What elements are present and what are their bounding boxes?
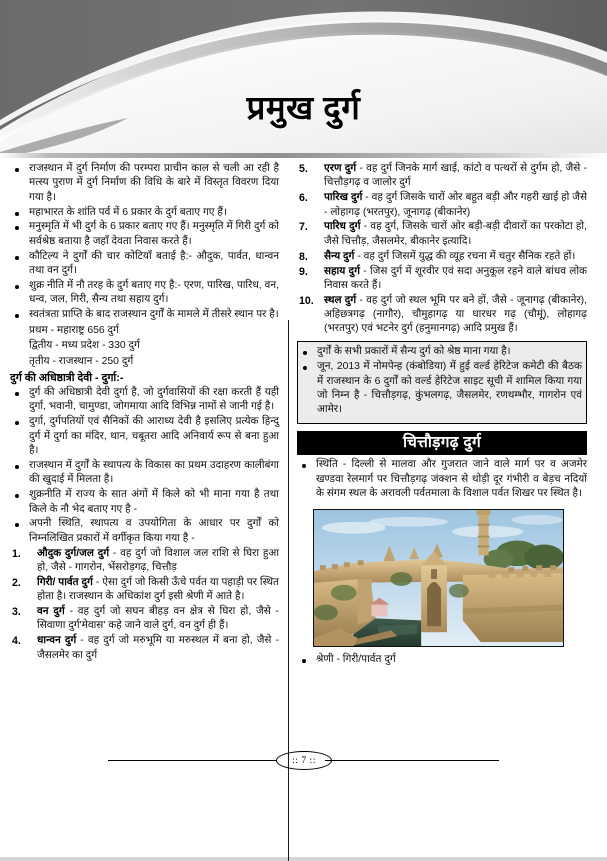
devi-section-heading: दुर्ग की अधिष्ठात्री देवी - दुर्गा:- [10,372,124,385]
fort-type-list-right [297,162,587,337]
list-item: राजस्थान में दुर्ग निर्माण की परम्परा प्राचीन काल से चली आ रही है मत्स्य पुराण में दुर्ग निर्माण की विधि के बारे में विस्तृत विवरण दिया गया है। [10,162,279,205]
item-number: 7. [299,221,308,234]
fort-photo-illustration [314,510,563,646]
item-desc: - वह दुर्ग, जिसके चारों ओर बड़ी-बड़ी दीवारों का परकोटा हो, जैसे चित्तौड़, जैसलमेर, बीकानेर इत्यादि। [324,221,587,247]
right-column [287,162,587,667]
list-item: दुर्गा, दुर्गपतियों एवं सैनिकों की आराध्य देवी है इसलिए प्रत्येक हिन्दु दुर्ग में दुर्गा का मंदिर, थान, चबूतरा आदि अनिवार्य रूप से बना हुआ है। [10,415,279,458]
item-number: 4. [12,635,21,648]
fort-type-item [297,162,587,191]
header-bottom-rule [0,153,607,158]
fort-type-item [297,294,587,337]
fort-type-item [297,191,587,220]
item-number: 6. [299,192,308,205]
fort-type-item [10,576,279,605]
item-number: 9. [299,265,308,278]
page-number: :: 7 :: [276,751,332,770]
devi-bullet-list [10,386,279,546]
fort-type-item [297,220,587,249]
fort-rank-lines [10,323,279,369]
highlighted-note-box [297,341,587,424]
fort-type-item [10,634,279,663]
item-term: औदुक दुर्ग/जल दुर्ग [37,547,110,559]
chittorgarh-sthiti-list [297,458,587,501]
item-desc: - वह दुर्ग जो विशाल जल राशि से घिरा हुआ हो, जैसे - गागरोन, भेंसरोड़गढ़, चित्तौड़ [37,547,280,573]
item-term: स्थल दुर्ग [324,294,357,306]
wave-swoosh-graphic [0,0,607,158]
item-desc: - वह दुर्ग जिसमें युद्ध की व्यूह रचना में चतुर सैनिक रहते हों। [354,250,576,262]
list-item: स्वतंत्रता प्राप्ति के बाद राजस्थान दुर्गों के मामले में तीसरे स्थान पर है। [10,308,279,322]
page-content [0,158,607,667]
item-number: 2. [12,576,21,589]
list-item: जून, 2013 में नोमपेन्ह (कंबोडिया) में हुई वर्ल्ड हेरिटेज कमेटी की बैठक में राजस्थान के 6 दुर्गों को वर्ल्ड हेरिटेज साइट सूची में शामिल किया गया जो निम्न है - चित्तौड़गढ़, कुंभलगढ़, जैसलमेर, रणथम्भौर, गागरोन एवं आमेर। [298,360,582,417]
fort-type-item [297,250,587,264]
left-column [10,162,287,663]
column-divider [288,320,289,861]
list-item: अपनी स्थिति, स्थापत्य व उपयोगिता के आधार पर दुर्गों को निम्नलिखित प्रकारों में वर्गीकृत किया गया है - [10,517,279,546]
item-desc: - वह दुर्ग जिनके मार्ग खाई, कांटो व पत्थरों से दुर्गम हो, जैसे - चित्तौड़गढ़ व जालोर दुर्ग [324,163,587,189]
list-item: दुर्ग की अधिष्ठात्री देवी दुर्गा है, जो दुर्गवासियों की रक्षा करती हैं यही दुर्गा, भवानी, चामुण्डा, जोगमाया आदि विभिन्न नामों से जानी गई है। [10,386,279,415]
page-bottom-strip [0,857,607,861]
section-bar-chittorgarh: चित्तौड़गढ़ दुर्ग [297,431,587,456]
item-term: एरण दुर्ग [324,163,357,174]
fort-type-item [10,547,279,576]
item-number: 8. [299,250,308,263]
item-desc: - वह दुर्ग जो मरुभूमि या मरुस्थल में बना हो, जैसे - जैसलमेर का दुर्ग [37,635,279,661]
item-term: वन दुर्ग [37,606,65,618]
chittorgarh-shreni-list [297,653,587,667]
footer-rule-left [108,760,284,761]
item-number: 3. [12,606,21,619]
item-desc: - वह दुर्ग जो स्थल भूमि पर बने हों, जैसे - जूनागढ़ (बीकानेर), अहिछत्रगढ़ (नागौर), चौमुहागढ़ या धारधर गढ़ (चौमूं), लोहागढ़ (भरतपुर) एवं भटनेर दुर्ग (हनुमानगढ़) आदि प्रमुख हैं। [324,294,587,335]
item-term: धान्वन दुर्ग [37,635,77,647]
rank-line: प्रथम - महाराष्ट्र 656 दुर्ग [29,324,119,336]
list-item: दुर्गों के सभी प्रकारों में सैन्य दुर्ग को श्रेष्ठ माना गया है। [298,345,582,359]
rank-line: द्वितीय - मध्य प्रदेश - 330 दुर्ग [29,340,140,352]
item-term: गिरी/ पार्वत दुर्ग [37,576,93,588]
chittorgarh-fort-photo [313,509,564,647]
fort-type-item [297,265,587,294]
item-number: 1. [12,547,21,560]
item-desc: - वह दुर्ग जिसके चारों ओर बहुत बड़ी और गहरी खाई हो जैसे - लोहागढ़ (भरतपुर), जूनागढ़ (बीकानेर) [324,192,587,218]
list-item: मनुस्मृति में भी दुर्ग के 6 प्रकार बताए गए हैं। मनुस्मृति में गिरी दुर्ग को सर्वश्रेष्ठ बताया है जहाँ देवता निवास करते हैं। [10,220,279,249]
fort-type-item [10,605,279,634]
footer-rule-right [325,760,499,761]
list-item: शुक्र नीति में नौ तरह के दुर्ग बताए गए है:- एरण, पारिख, पारिध, वन, धन्व, जल, गिरी, सैन्य तथा सहाय दुर्ग। [10,279,279,308]
item-term: पारिध दुर्ग [324,221,361,233]
item-desc: - जिस दुर्ग में शूरवीर एवं सदा अनुकूल रहने वाले बांधव लोक निवास करते हैं। [324,265,587,291]
list-item: कौटिल्य ने दुर्गों की चार कोटियाँ बताई है:- औदुक, पार्वत, धान्वन तथा वन दुर्ग। [10,250,279,279]
item-desc: - ऐसा दुर्ग जो किसी ऊँचे पर्वत या पहाड़ी पर स्थित होता है। राजस्थान के अधिकांश दुर्ग इसी श्रेणी में आते है। [37,576,279,603]
list-item: शुक्रनीति में राज्य के सात अंगों में किले को भी माना गया है तथा किले के नौ भेद बताए गए है - [10,488,279,517]
list-item: महाभारत के शांति पर्व में 6 प्रकार के दुर्ग बताए गए हैं। [10,206,279,220]
page-header-banner [0,0,607,158]
item-term: पारिख दुर्ग [324,192,363,204]
intro-bullet-list [10,162,279,322]
list-item: स्थिति - दिल्ली से मालवा और गुजरात जाने वाले मार्ग पर व अजमेर खण्डवा रेलमार्ग पर चित्तौड़गढ़ जंक्शन से थोड़ी दूर गंभीरी व बेड़च नदियों के संगम स्थल के अरावली पर्वतमाला के विशाल पर्वत शिखर पर स्थित है। [297,458,587,501]
page-footer [0,750,607,770]
item-desc: - वह दुर्ग जो सघन बीहड़ वन क्षेत्र से घिरा हो, जैसे - सिवाणा दुर्ग'मेवास' कहे जाने वाले दुर्ग, वन दुर्ग ही हैं। [37,606,279,632]
fort-type-list-left [10,547,279,663]
note-bullet-list [298,345,582,418]
item-term: सैन्य दुर्ग [324,250,355,262]
rank-line: तृतीय - राजस्थान - 250 दुर्ग [29,355,134,367]
page-title: प्रमुख दुर्ग [246,89,361,126]
list-item: श्रेणी - गिरी/पार्वत दुर्ग [297,653,587,667]
item-term: सहाय दुर्ग [324,265,360,277]
item-number: 10. [299,294,314,307]
item-number: 5. [299,163,308,175]
list-item: राजस्थान में दुर्गों के स्थापत्य के विकास का प्रथम उदाहरण कालीबंगा की खुदाई में मिलता है। [10,459,279,488]
